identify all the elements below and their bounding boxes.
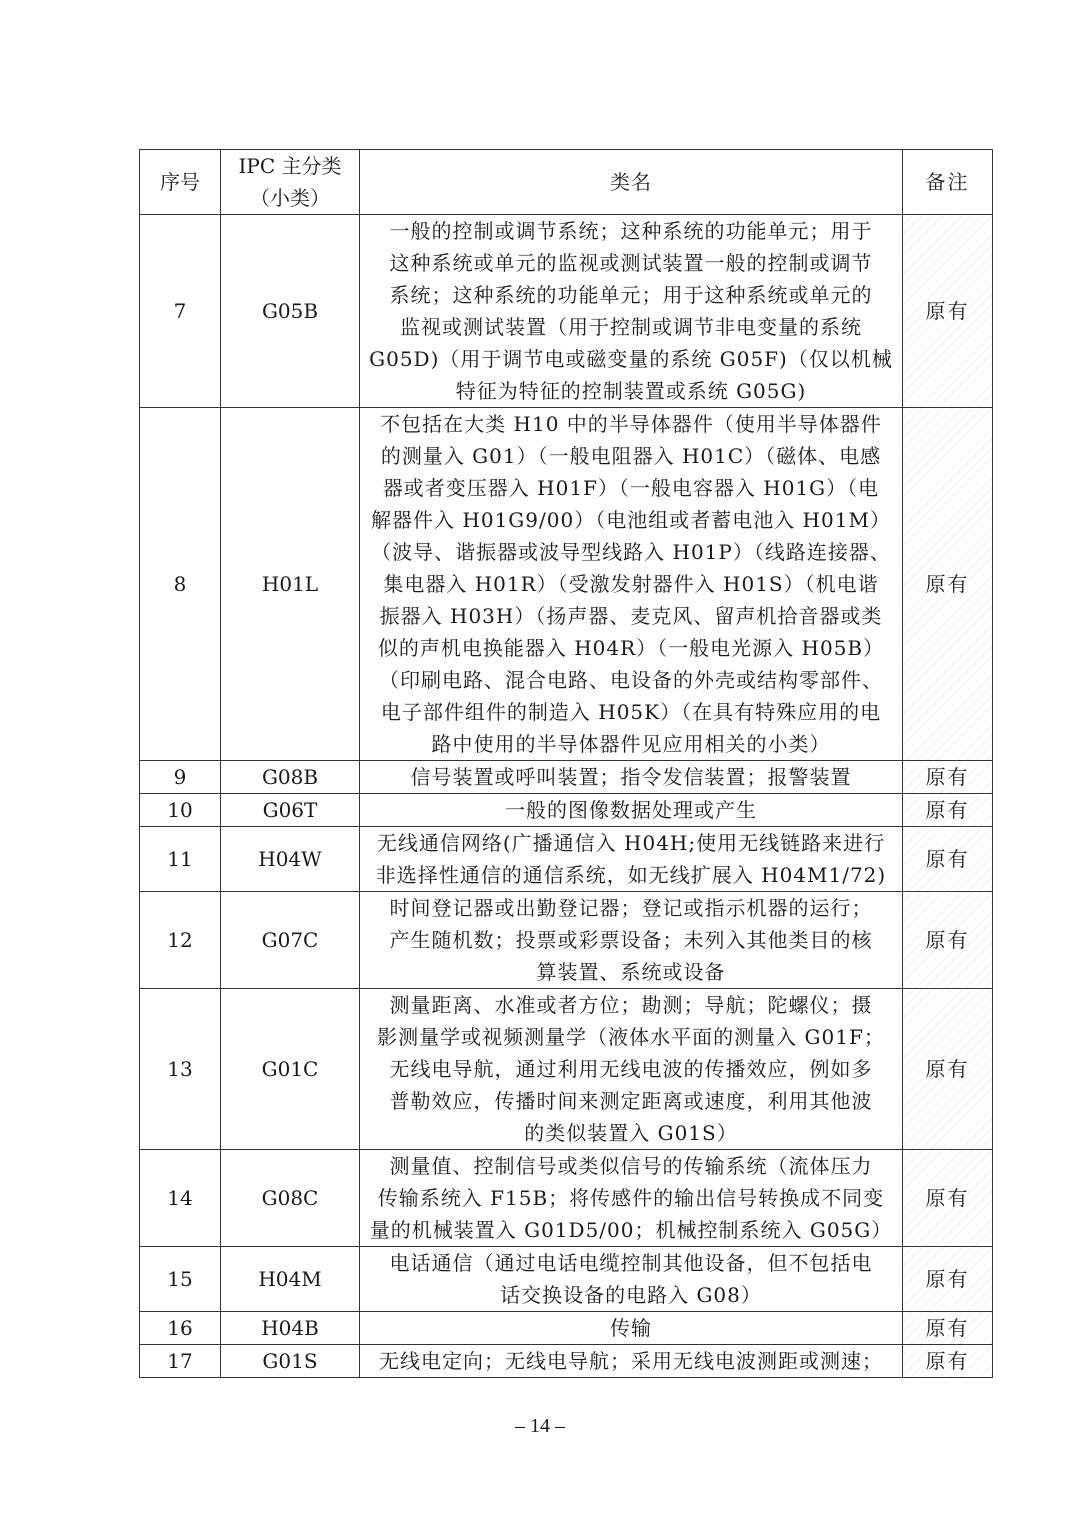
class-name-line: 非选择性通信的通信系统，如无线扩展入 H04M1/72) [375, 863, 887, 887]
header-ipc [221, 150, 360, 215]
class-name-line: 无线通信网络(广播通信入 H04H;使用无线链路来进行 [376, 831, 886, 855]
table-header [140, 150, 993, 215]
row-note: 原有 [903, 1247, 993, 1312]
class-name-line: 话交换设备的电路入 G08） [500, 1283, 762, 1307]
row-note: 原有 [903, 1312, 993, 1345]
row-class-name [360, 1247, 903, 1312]
class-name-line: 影测量学或视频测量学（液体水平面的测量入 G01F； [377, 1025, 885, 1049]
class-name-line: 集电器入 H01R）（受激发射器件入 H01S）（机电谐 [383, 572, 879, 596]
row-note: 原有 [903, 215, 993, 408]
row-note: 原有 [903, 794, 993, 827]
row-class-name [360, 215, 903, 408]
row-number: 17 [140, 1345, 221, 1378]
header-ipc-line2: （小类） [250, 186, 330, 210]
table-body [140, 215, 993, 1378]
row-class-name [360, 794, 903, 827]
table-row [140, 1247, 993, 1312]
class-name-line: 的类似装置入 G01S） [524, 1121, 738, 1145]
class-name-line: 传输 [610, 1316, 652, 1340]
row-note: 原有 [903, 827, 993, 892]
class-name-line: 振器入 H03H）（扬声器、麦克风、留声机拾音器或类 [379, 604, 883, 628]
class-name-line: 解器件入 H01G9/00）（电池组或者蓄电池入 H01M） [371, 508, 891, 532]
row-ipc-code: G08B [221, 761, 360, 794]
class-name-line: 这种系统或单元的监视或测试装置一般的控制或调节 [389, 251, 873, 275]
ipc-classification-table [139, 149, 993, 1378]
row-number: 10 [140, 794, 221, 827]
header-name: 类名 [360, 150, 903, 215]
class-name-line: 似的声机电换能器入 H04R）（一般电光源入 H05B） [377, 636, 885, 660]
row-class-name [360, 989, 903, 1150]
row-ipc-code: G01S [221, 1345, 360, 1378]
row-ipc-code: H04W [221, 827, 360, 892]
class-name-line: 一般的图像数据处理或产生 [505, 798, 757, 822]
class-name-line: （印刷电路、混合电路、电设备的外壳或结构零部件、 [379, 668, 883, 692]
table-row [140, 892, 993, 989]
class-name-line: 一般的控制或调节系统；这种系统的功能单元；用于 [389, 219, 873, 243]
table-row [140, 408, 993, 761]
row-note: 原有 [903, 761, 993, 794]
row-ipc-code: G05B [221, 215, 360, 408]
table-row [140, 215, 993, 408]
class-name-line: 时间登记器或出勤登记器；登记或指示机器的运行； [389, 896, 873, 920]
row-ipc-code: G01C [221, 989, 360, 1150]
table-row [140, 1312, 993, 1345]
class-name-line: 信号装置或呼叫装置；指令发信装置；报警装置 [410, 765, 852, 789]
class-name-line: 系统；这种系统的功能单元；用于这种系统或单元的 [389, 283, 873, 307]
row-ipc-code: G06T [221, 794, 360, 827]
row-number: 9 [140, 761, 221, 794]
table-row [140, 989, 993, 1150]
row-number: 8 [140, 408, 221, 761]
row-number: 12 [140, 892, 221, 989]
row-ipc-code: G07C [221, 892, 360, 989]
row-ipc-code: H04M [221, 1247, 360, 1312]
row-number: 7 [140, 215, 221, 408]
header-no: 序号 [140, 150, 221, 215]
class-name-line: 测量值、控制信号或类似信号的传输系统（流体压力 [389, 1154, 873, 1178]
class-name-line: 路中使用的半导体器件见应用相关的小类） [431, 732, 831, 756]
row-class-name [360, 1345, 903, 1378]
header-ipc-line1: IPC 主分类 [238, 154, 342, 178]
class-name-line: 电子部件组件的制造入 H05K）（在具有特殊应用的电 [380, 700, 882, 724]
class-name-line: 测量距离、水准或者方位；勘测；导航；陀螺仪；摄 [389, 993, 873, 1017]
table-row [140, 1150, 993, 1247]
class-name-line: 产生随机数；投票或彩票设备；未列入其他类目的核 [389, 928, 873, 952]
row-note: 原有 [903, 1150, 993, 1247]
class-name-line: 量的机械装置入 G01D5/00；机械控制系统入 G05G） [369, 1218, 893, 1242]
class-name-line: 无线电定向；无线电导航；采用无线电波测距或测速； [379, 1349, 883, 1373]
class-name-line: 特征为特征的控制装置或系统 G05G) [455, 379, 807, 403]
row-ipc-code: H01L [221, 408, 360, 761]
row-class-name [360, 827, 903, 892]
row-class-name [360, 761, 903, 794]
page-number: – 14 – [515, 1415, 565, 1437]
table-row [140, 827, 993, 892]
class-name-line: G05D)（用于调节电或磁变量的系统 G05F)（仅以机械 [369, 347, 893, 371]
row-number: 14 [140, 1150, 221, 1247]
header-row [140, 150, 993, 215]
row-note: 原有 [903, 892, 993, 989]
class-name-line: （波导、谐振器或波导型线路入 H01P）（线路连接器、 [371, 540, 891, 564]
table-row [140, 761, 993, 794]
row-class-name [360, 1150, 903, 1247]
row-note: 原有 [903, 1345, 993, 1378]
class-name-line: 无线电导航，通过利用无线电波的传播效应，例如多 [389, 1057, 873, 1081]
table-row [140, 794, 993, 827]
row-class-name [360, 1312, 903, 1345]
class-name-line: 普勒效应，传播时间来测定距离或速度，利用其他波 [389, 1089, 873, 1113]
row-number: 11 [140, 827, 221, 892]
row-number: 15 [140, 1247, 221, 1312]
row-ipc-code: G08C [221, 1150, 360, 1247]
row-number: 16 [140, 1312, 221, 1345]
class-name-line: 电话通信（通过电话电缆控制其他设备，但不包括电 [389, 1251, 873, 1275]
class-name-line: 监视或测试装置（用于控制或调节非电变量的系统 [400, 315, 862, 339]
row-class-name [360, 892, 903, 989]
row-note: 原有 [903, 989, 993, 1150]
table-row [140, 1345, 993, 1378]
row-class-name [360, 408, 903, 761]
class-name-line: 的测量入 G01）（一般电阻器入 H01C）（磁体、电感 [380, 444, 882, 468]
row-ipc-code: H04B [221, 1312, 360, 1345]
header-note: 备注 [903, 150, 993, 215]
class-name-line: 不包括在大类 H10 中的半导体器件（使用半导体器件 [380, 412, 882, 436]
class-name-line: 器或者变压器入 H01F）（一般电容器入 H01G）（电 [382, 476, 880, 500]
class-name-line: 算装置、系统或设备 [536, 960, 726, 984]
row-number: 13 [140, 989, 221, 1150]
row-note: 原有 [903, 408, 993, 761]
class-name-line: 传输系统入 F15B；将传感件的输出信号转换成不同变 [377, 1186, 885, 1210]
